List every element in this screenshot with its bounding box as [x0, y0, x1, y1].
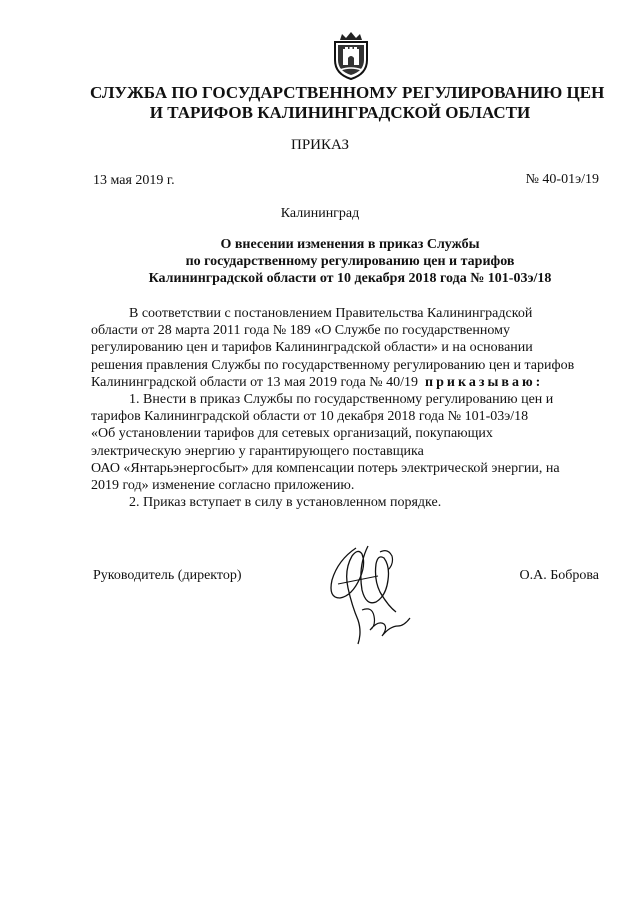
body-line: регулированию цен и тарифов Калининградской области» и на основании: [91, 340, 533, 356]
org-line-2: И ТАРИФОВ КАЛИНИНГРАДСКОЙ ОБЛАСТИ: [149, 103, 531, 122]
signatory-name: О.А. Боброва: [519, 568, 599, 583]
organization-name: [90, 83, 605, 123]
coat-of-arms-icon: [330, 30, 372, 80]
body-line: В соответствии с постановлением Правительства Калининградской: [129, 306, 533, 321]
document-city: Калининград: [280, 206, 360, 221]
body-line: [91, 374, 609, 391]
order-word: приказываю:: [425, 374, 544, 390]
body-line: 2. Приказ вступает в силу в установленном порядке.: [129, 495, 442, 511]
body-line: решения правления Службы по государственному регулированию цен и тарифов: [91, 357, 575, 373]
document-body: [91, 305, 609, 511]
subject-line-2: по государственному регулированию цен и тарифов: [185, 254, 515, 269]
body-text: Калининградской области от 13 мая 2019 года № 40/19: [91, 374, 419, 390]
document-subject: [90, 236, 610, 287]
subject-line-3: Калининградской области от 10 декабря 2018 года № 101-03э/18: [148, 271, 552, 286]
subject-line-1: О внесении изменения в приказ Службы: [220, 237, 480, 252]
body-line: тарифов Калининградской области от 10 декабря 2018 года № 101-03э/18: [91, 409, 529, 425]
body-line: электрическую энергию у гарантирующего поставщика: [91, 443, 424, 459]
body-line: 1. Внести в приказ Службы по государственному регулированию цен и: [129, 392, 554, 408]
handwritten-signature-icon: [318, 540, 418, 650]
document-date: 13 мая 2019 г.: [93, 173, 175, 188]
signatory-position: Руководитель (директор): [93, 568, 242, 583]
document-type: ПРИКАЗ: [291, 137, 349, 153]
body-line: 2019 год» изменение согласно приложению.: [91, 478, 355, 494]
org-line-1: СЛУЖБА ПО ГОСУДАРСТВЕННОМУ РЕГУЛИРОВАНИЮ ЦЕН: [90, 83, 605, 102]
body-line: области от 28 марта 2011 года № 189 «О Службе по государственному: [91, 323, 510, 339]
document-number: № 40-01э/19: [525, 172, 599, 187]
body-line: ОАО «Янтарьэнергосбыт» для компенсации потерь электрической энергии, на: [91, 460, 560, 476]
body-line: «Об установлении тарифов для сетевых организаций, покупающих: [91, 426, 493, 442]
